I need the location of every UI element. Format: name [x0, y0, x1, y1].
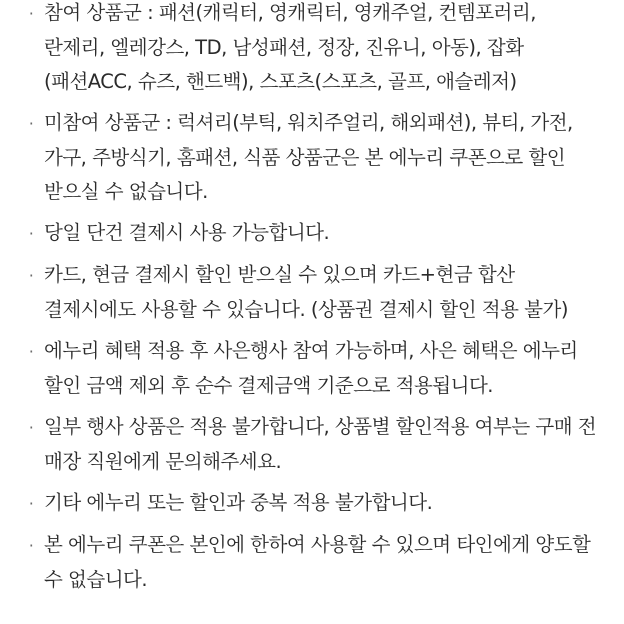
notice-item-excluded-products	[0, 410, 624, 479]
bullet-dot-icon: ·	[28, 266, 34, 285]
bullet-dot-icon: ·	[28, 4, 34, 23]
notice-item-payment-methods	[0, 258, 624, 327]
notice-item-excluded-categories	[0, 106, 624, 209]
notice-item-text: 카드, 현금 결제시 할인 받으실 수 있으며 카드+현금 합산 결제시에도 사용할 수 있습니다. (상품권 결제시 할인 적용 불가)	[44, 263, 568, 321]
notice-item-text: 미참여 상품군 : 럭셔리(부틱, 워치주얼리, 해외패션), 뷰티, 가전, 가구, 주방식기, 홈패션, 식품 상품군은 본 에누리 쿠폰으로 할인 받으실 수 없습니다.	[44, 111, 573, 203]
bullet-dot-icon: ·	[28, 114, 34, 133]
notice-item-same-day-payment	[0, 216, 624, 251]
bullet-dot-icon: ·	[28, 342, 34, 361]
notice-item-text: 기타 에누리 또는 할인과 중복 적용 불가합니다.	[44, 491, 433, 514]
notice-item-text: 참여 상품군 : 패션(캐릭터, 영캐릭터, 영캐주얼, 컨템포러리, 란제리, 엘레강스, TD, 남성패션, 정장, 진유니, 아동), 잡화(패션ACC, 슈즈, 핸드백), 스포츠(스포츠, 골프, 애슬레저)	[44, 1, 536, 93]
notice-item-text: 에누리 혜택 적용 후 사은행사 참여 가능하며, 사은 혜택은 에누리 할인 금액 제외 후 순수 결제금액 기준으로 적용됩니다.	[44, 339, 578, 397]
notice-item-non-transferable	[0, 528, 624, 597]
notice-item-no-duplicate-discount	[0, 486, 624, 521]
notice-item-gift-event	[0, 334, 624, 403]
bullet-dot-icon: ·	[28, 494, 34, 513]
bullet-dot-icon: ·	[28, 418, 34, 437]
notice-item-text: 일부 행사 상품은 적용 불가합니다, 상품별 할인적용 여부는 구매 전 매장 직원에게 문의해주세요.	[44, 415, 597, 473]
notice-item-text: 당일 단건 결제시 사용 가능합니다.	[44, 221, 330, 244]
notice-item-participating-categories	[0, 0, 624, 99]
bullet-dot-icon: ·	[28, 224, 34, 243]
notice-item-text: 본 에누리 쿠폰은 본인에 한하여 사용할 수 있으며 타인에게 양도할 수 없습니다.	[44, 533, 591, 591]
bullet-dot-icon: ·	[28, 536, 34, 555]
